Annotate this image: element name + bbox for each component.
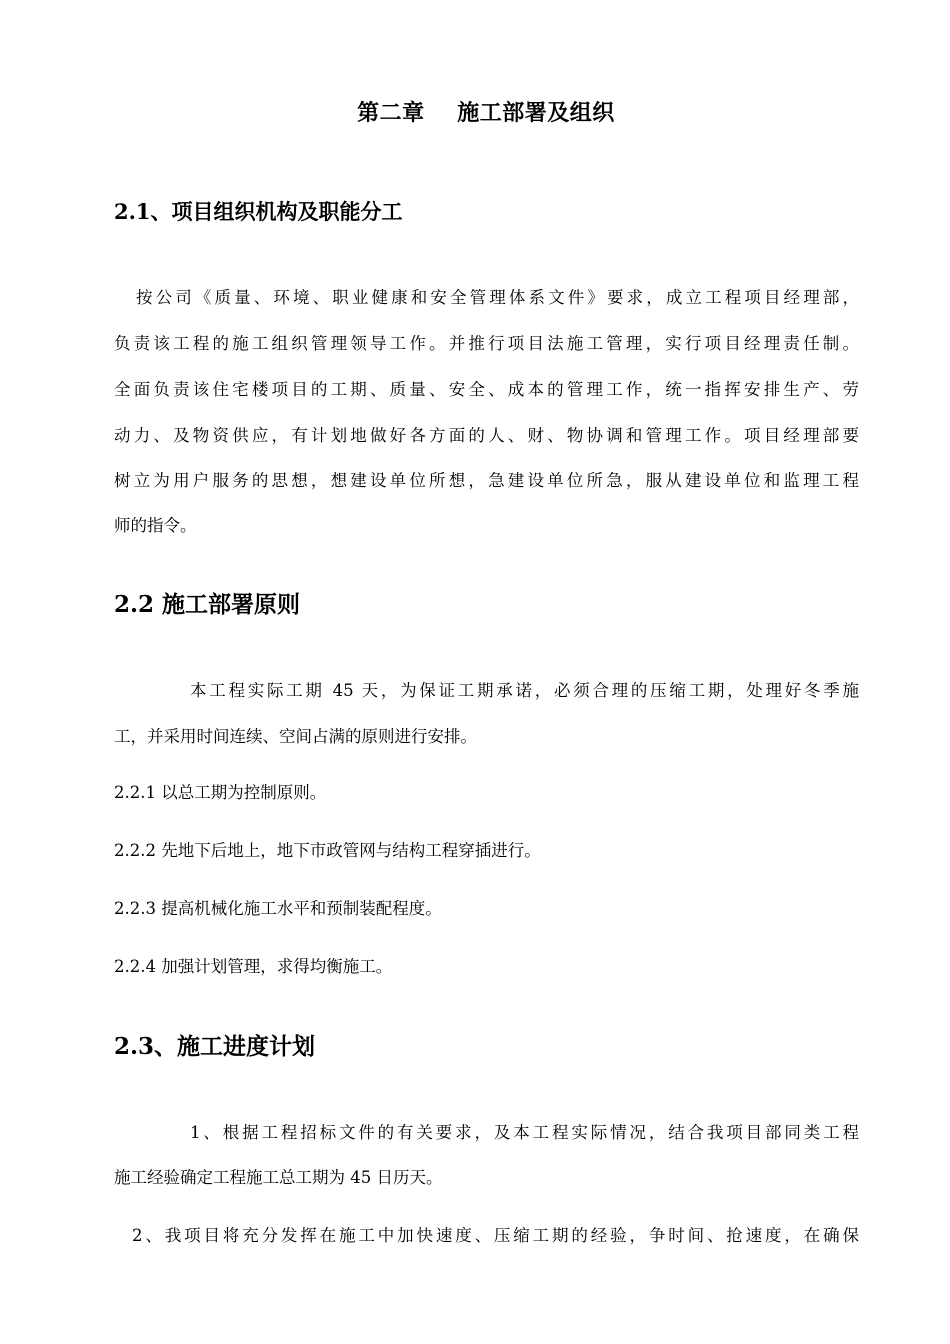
paragraph-line: 2、我项目将充分发挥在施工中加快速度、压缩工期的经验，争时间、抢速度，在确保 <box>132 1226 859 1245</box>
principle-item: 2.2.4 加强计划管理，求得均衡施工。 <box>114 957 393 976</box>
paragraph-line: 施工经验确定工程施工总工期为 45 日历天。 <box>114 1168 443 1187</box>
paragraph-line: 本工程实际工期 45 天，为保证工期承诺，必须合理的压缩工期，处理好冬季施 <box>190 681 859 700</box>
section-heading-2-3: 2.3、施工进度计划 <box>114 1033 316 1060</box>
principle-item: 2.2.1 以总工期为控制原则。 <box>114 783 327 802</box>
chapter-title: 第二章 施工部署及组织 <box>357 100 615 126</box>
section-heading-2-1: 2.1、项目组织机构及职能分工 <box>114 199 403 224</box>
paragraph-line: 1、根据工程招标文件的有关要求，及本工程实际情况，结合我项目部同类工程 <box>190 1123 859 1142</box>
paragraph-line: 负责该工程的施工组织管理领导工作。并推行项目法施工管理，实行项目经理责任制。 <box>114 334 859 353</box>
principle-item: 2.2.2 先地下后地上，地下市政管网与结构工程穿插进行。 <box>114 841 541 860</box>
paragraph-line: 树立为用户服务的思想，想建设单位所想，急建设单位所急，服从建设单位和监理工程 <box>114 471 859 490</box>
paragraph-line: 工，并采用时间连续、空间占满的原则进行安排。 <box>114 727 477 746</box>
paragraph-line: 全面负责该住宅楼项目的工期、质量、安全、成本的管理工作，统一指挥安排生产、劳 <box>114 380 859 399</box>
paragraph-line: 师的指令。 <box>114 516 197 535</box>
paragraph-line: 动力、及物资供应，有计划地做好各方面的人、财、物协调和管理工作。项目经理部要 <box>114 426 859 445</box>
section-heading-2-2: 2.2 施工部署原则 <box>114 591 301 618</box>
principle-item: 2.2.3 提高机械化施工水平和预制装配程度。 <box>114 899 442 918</box>
paragraph-line: 按公司《质量、环境、职业健康和安全管理体系文件》要求，成立工程项目经理部， <box>136 288 859 307</box>
